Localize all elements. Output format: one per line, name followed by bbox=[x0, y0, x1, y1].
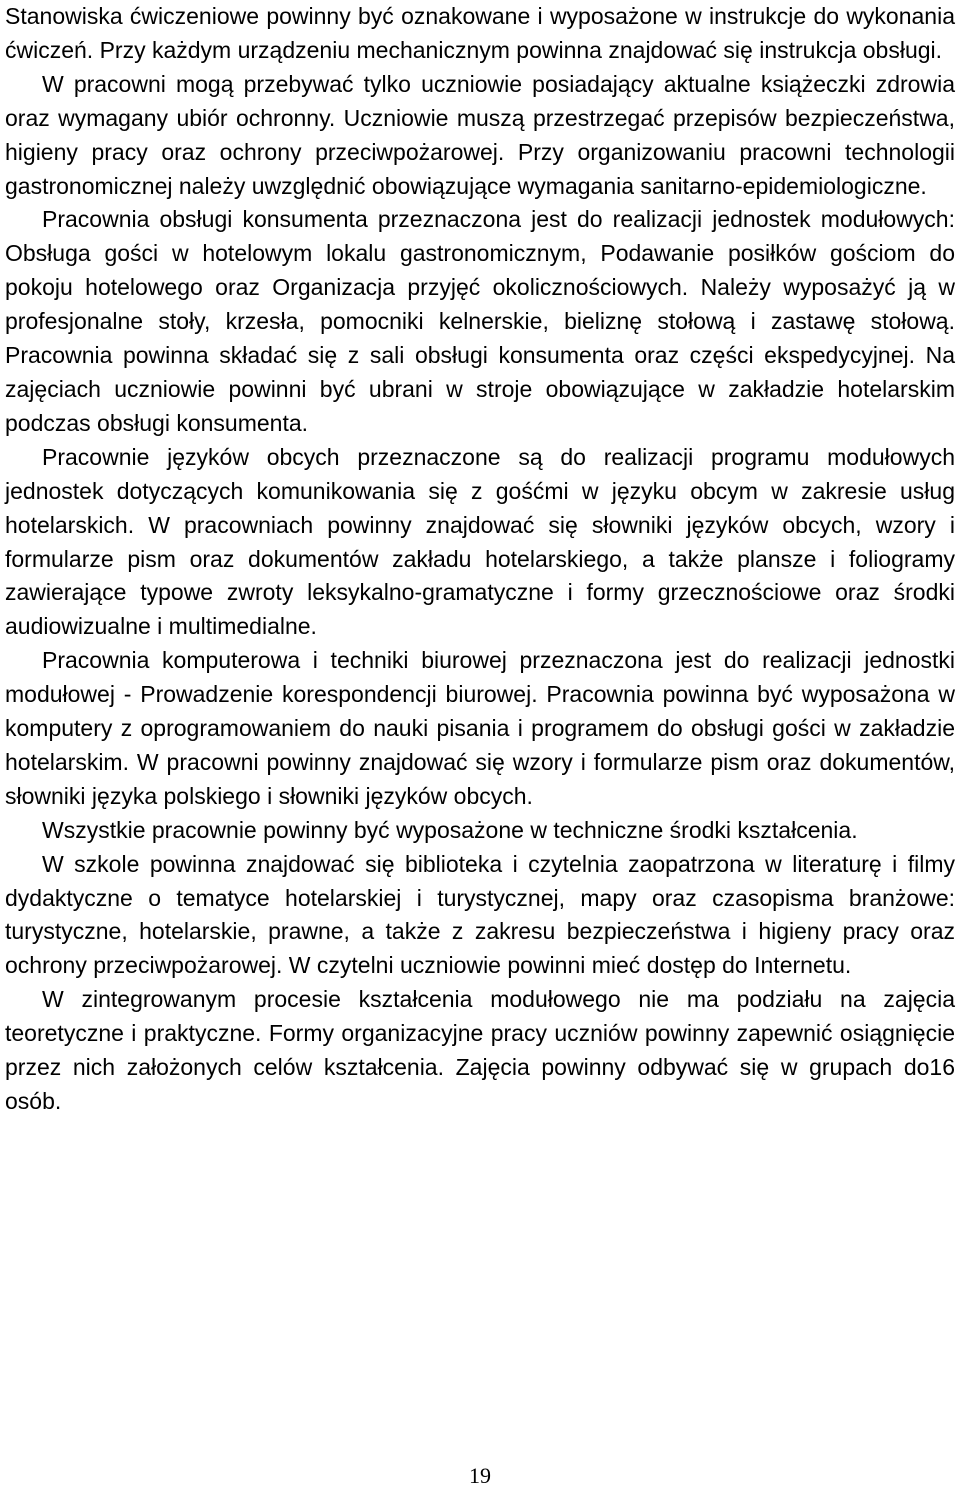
document-page bbox=[5, 0, 955, 1119]
paragraph-workstations: Stanowiska ćwiczeniowe powinny być oznakowane i wyposażone w instrukcje do wykonania ćwiczeń. Przy każdym urządzeniu mechanicznym powinna znajdować się instrukcja obsługi. bbox=[5, 3, 955, 63]
paragraph-group-size: W zintegrowanym procesie kształcenia modułowego nie ma podziału na zajęcia teoretyczne i praktyczne. Formy organizacyjne pracy uczniów powinny zapewnić osiągnięcie przez nich założonych celów kształcenia. Zajęcia powinny odbywać się w grupach do16 osób. bbox=[5, 986, 955, 1114]
paragraph-hygiene-requirements: W pracowni mogą przebywać tylko uczniowie posiadający aktualne książeczki zdrowia oraz wymagany ubiór ochronny. Uczniowie muszą przestrzegać przepisów bezpieczeństwa, higieny pracy oraz ochrony przeciwpożarowej. Przy organizowaniu pracowni technologii gastronomicznej należy uwzględnić obowiązujące wymagania sanitarno-epidemiologiczne. bbox=[5, 70, 955, 199]
paragraph-computer-room: Pracownia komputerowa i techniki biurowej przeznaczona jest do realizacji jednostki modułowej - Prowadzenie korespondencji biurowej. Pracownia powinna być wyposażona w komputery z oprogramowaniem do nauki pisania i programem do obsługi gości w zakładzie hotelarskim. W pracowni powinny znajdować się wzory i formularze pism oraz dokumentów, słowniki języka polskiego i słowniki języków obcych. bbox=[5, 647, 955, 809]
paragraph-consumer-service-room: Pracownia obsługi konsumenta przeznaczona jest do realizacji jednostek modułowych: Obsługa gości w hotelowym lokalu gastronomicznym, Podawanie posiłków gościom do pokoju hotelowego oraz Organizacja przyjęć okolicznościowych. Należy wyposażyć ją w profesjonalne stoły, krzesła, pomocniki kelnerskie, bieliznę stołową i zastawę stołową. Pracownia powinna składać się z sali obsługi konsumenta oraz części ekspedycyjnej. Na zajęciach uczniowie powinni być ubrani w stroje obowiązujące w zakładzie hotelarskim podczas obsługi konsumenta. bbox=[5, 206, 955, 436]
page-number: 19 bbox=[469, 1463, 491, 1488]
paragraph-teaching-aids: Wszystkie pracownie powinny być wyposażone w techniczne środki kształcenia. bbox=[42, 816, 858, 843]
paragraph-library: W szkole powinna znajdować się biblioteka i czytelnia zaopatrzona w literaturę i filmy dydaktyczne o tematyce hotelarskiej i turystycznej, mapy oraz czasopisma branżowe: turystyczne, hotelarskie, prawne, a także z zakresu bezpieczeństwa i higieny pracy oraz ochrony przeciwpożarowej. W czytelni uczniowie powinni mieć dostęp do Internetu. bbox=[5, 850, 955, 979]
paragraph-foreign-languages-room: Pracownie języków obcych przeznaczone są do realizacji programu modułowych jednostek dotyczących komunikowania się z gośćmi w języku obcym w zakresie usług hotelarskich. W pracowniach powinny znajdować się słowniki języków obcych, wzory i formularze pism oraz dokumentów zakładu hotelarskiego, a także plansze i foliogramy zawierające typowe zwroty leksykalno-gramatyczne i formy grzecznościowe oraz środki audiowizualne i multimedialne. bbox=[5, 443, 955, 640]
